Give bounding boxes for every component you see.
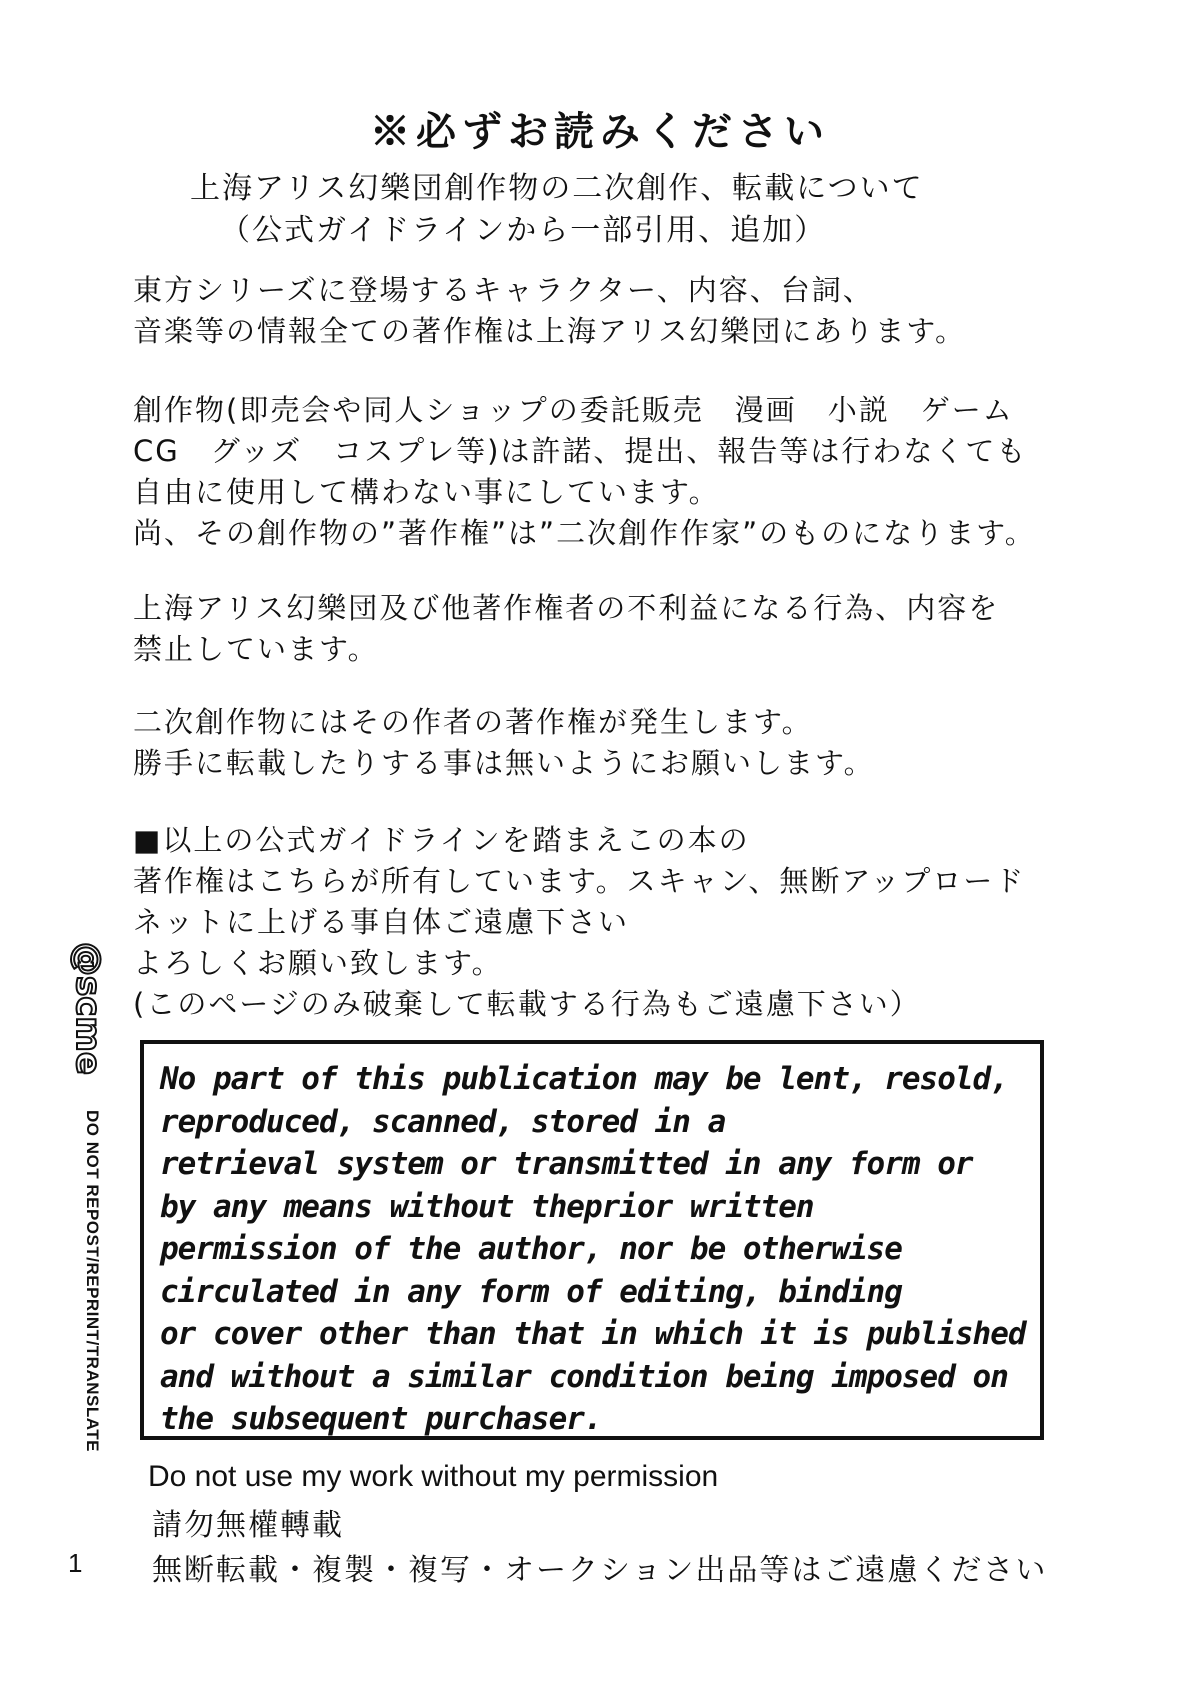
subtitle-line: 上海アリス幻樂団創作物の二次創作、転載について [190,171,924,206]
paragraph-book-copyright [133,820,1025,1025]
page-title: ※必ずお読みください [370,108,830,155]
paragraph-prohibition [133,588,999,670]
subtitle [190,168,924,252]
paragraph-line: CG グッズ コスプレ等)は許諾、提出、報告等は行わなくても [133,434,1028,468]
notice-line: circulated in any form of editing, binding [160,1273,902,1310]
page-number: 1 [68,1548,83,1578]
notice-line: the subsequent purchaser. [160,1401,602,1437]
paragraph-line: 東方シリーズに登場するキャラクター、内容、台詞、 [133,273,874,307]
side-handle [68,942,108,1075]
notice-line: and without a similar condition being imposed on [160,1358,1008,1395]
paragraph-line: 二次創作物にはその作者の著作権が発生します。 [133,705,813,739]
notice-line: permission of the author, nor be otherwise [160,1231,902,1267]
notice-line: or cover other than that in which it is published [160,1316,1026,1352]
notice-line: reproduced, scanned, stored in a [160,1103,726,1140]
paragraph-line: 勝手に転載したりする事は無いようにお願いします。 [133,746,875,780]
paragraph-line: ネットに上げる事自体ご遠慮下さい [133,905,630,939]
subtitle-line: （公式ガイドラインから一部引用、追加） [220,213,827,248]
notice-line: retrieval system or transmitted in any form or [160,1146,973,1182]
notice-line: No part of this publication may be lent, resold, [160,1061,1008,1097]
paragraph-line: よろしくお願い致します。 [133,946,503,980]
paragraph-line: 音楽等の情報全ての著作権は上海アリス幻樂団にあります。 [133,314,966,348]
paragraph-line: 上海アリス幻樂団及び他著作権者の不利益になる行為、内容を [133,591,1000,625]
paragraph-creations [133,390,1036,554]
paragraph-line: 禁止しています。 [133,632,379,666]
notice-box [140,1040,1044,1440]
paragraph-line: 創作物(即売会や同人ショップの委託販売 漫画 小説 ゲーム [133,393,1014,427]
permission-japanese: 無断転載・複製・複写・オークション出品等はご遠慮ください [152,1553,1048,1588]
paragraph-derivative-copyright [133,702,875,784]
permission-english: Do not use my work without my permission [148,1460,719,1493]
side-notice [78,1110,104,1470]
paragraph-line: 自由に使用して構わない事にしています。 [133,475,720,509]
paragraph-line: 著作権はこちらが所有しています。スキャン、無断アップロード [133,864,1026,898]
side-notice-text: DO NOT REPOST/REPRINT/TRANSLATE [83,1110,102,1452]
notice-line: by any means without theprior written [160,1188,814,1225]
paragraph-copyright [133,270,966,352]
paragraph-line: 尚、その創作物の”著作権”は”二次創作作家”のものになります。 [133,516,1036,550]
handle-text: @scme [68,942,108,1075]
paragraph-line: ■以上の公式ガイドラインを踏まえこの本の [133,823,750,857]
paragraph-line: (このページのみ破棄して転載する行為もご遠慮下さい） [133,987,921,1021]
permission-chinese: 請勿無權轉載 [152,1508,344,1543]
